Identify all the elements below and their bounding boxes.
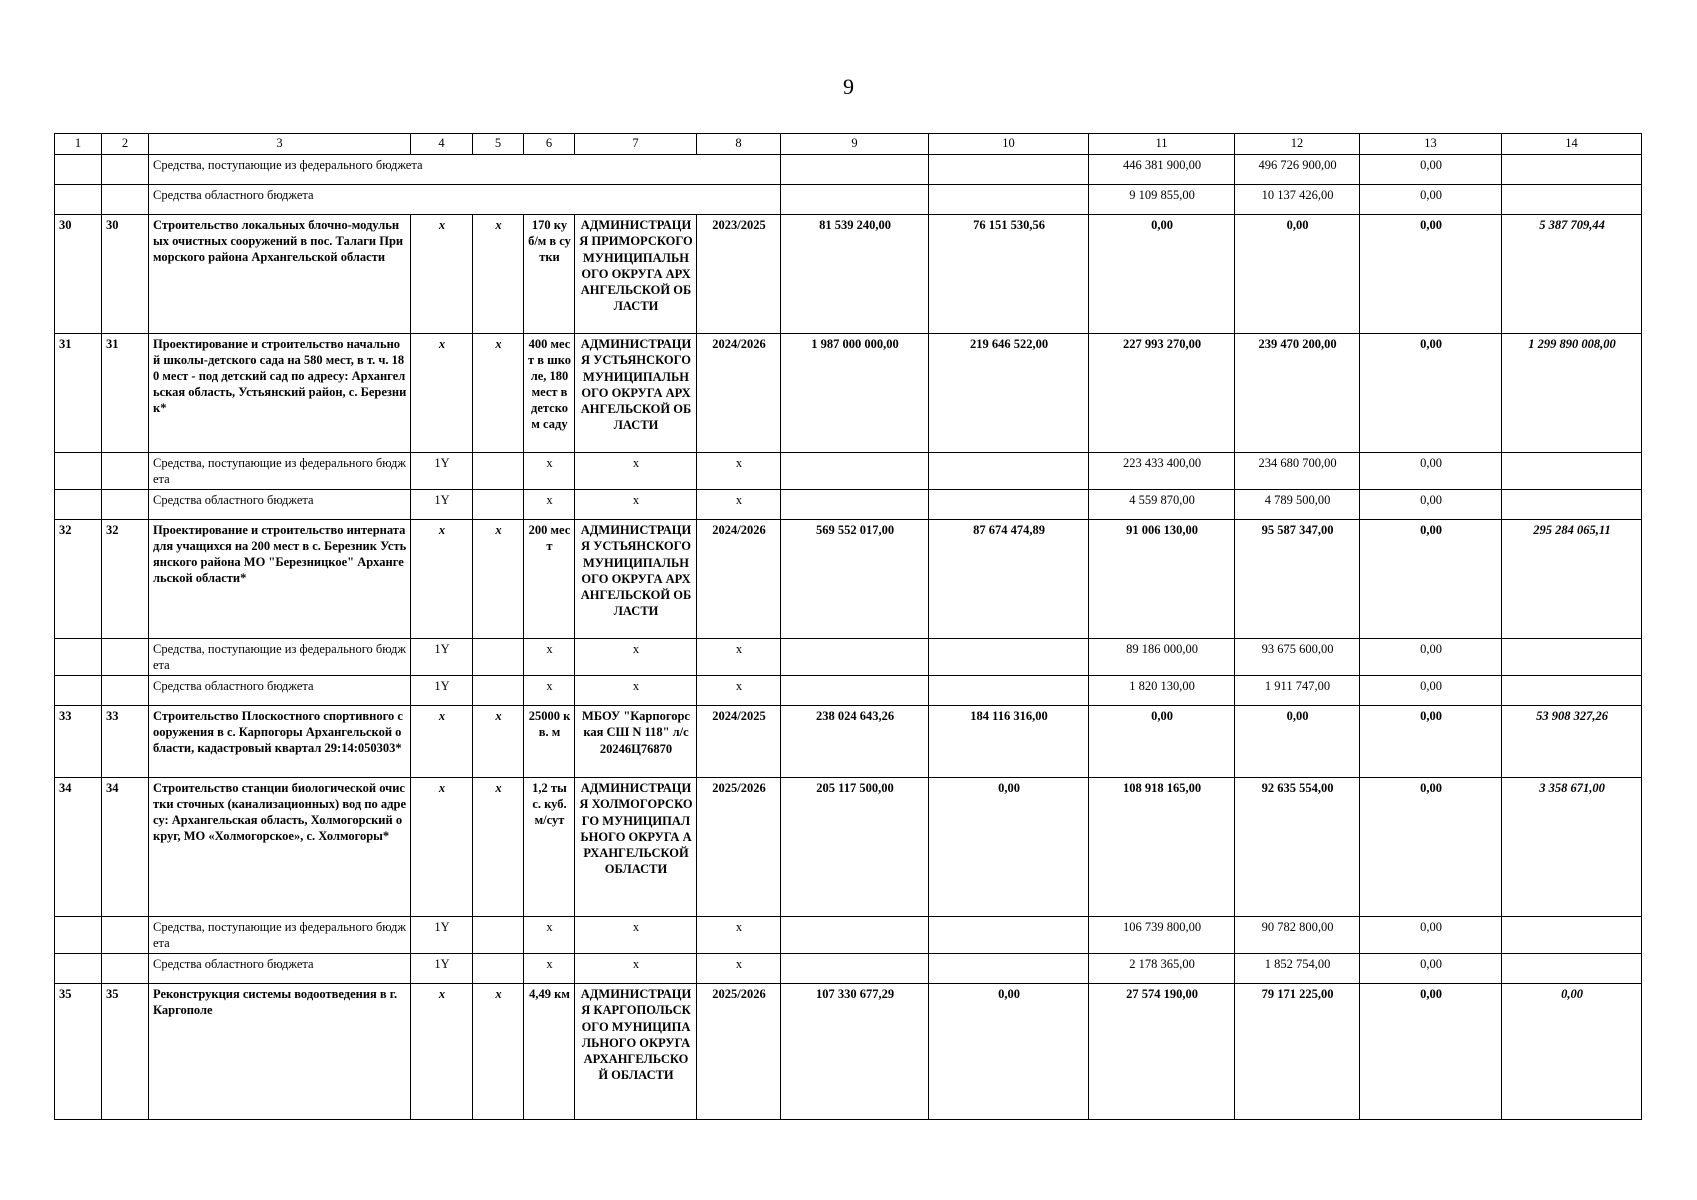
cell-x: x xyxy=(411,520,473,639)
project-number: 33 xyxy=(102,706,149,778)
responsible-organization: АДМИНИСТРАЦИЯ ХОЛМОГОРСКОГО МУНИЦИПАЛЬНОГО ОКРУГА АРХАНГЕЛЬСКОЙ ОБЛАСТИ xyxy=(575,778,697,917)
column-header: 10 xyxy=(929,134,1089,155)
cell-x: x xyxy=(524,490,575,520)
cell-x: x xyxy=(473,778,524,917)
amount-cell: 0,00 xyxy=(1235,215,1360,334)
amount-cell: 76 151 530,56 xyxy=(929,215,1089,334)
cell-x: x xyxy=(575,917,697,954)
funding-source-label: Средства, поступающие из федерального бюджета xyxy=(149,453,411,490)
cell-x: x xyxy=(697,954,781,984)
cell-x: x xyxy=(524,639,575,676)
amount-cell: 0,00 xyxy=(1360,185,1502,215)
amount-cell: 108 918 165,00 xyxy=(1089,778,1235,917)
cell-x: x xyxy=(697,676,781,706)
responsible-organization: АДМИНИСТРАЦИЯ КАРГОПОЛЬСКОГО МУНИЦИПАЛЬНОГО ОКРУГА АРХАНГЕЛЬСКОЙ ОБЛАСТИ xyxy=(575,984,697,1120)
amount-cell: 569 552 017,00 xyxy=(781,520,929,639)
cell-x: x xyxy=(473,706,524,778)
budget-code: 1Y xyxy=(411,954,473,984)
cell-x: x xyxy=(473,334,524,453)
amount-cell: 227 993 270,00 xyxy=(1089,334,1235,453)
amount-cell: 184 116 316,00 xyxy=(929,706,1089,778)
project-capacity: 4,49 км xyxy=(524,984,575,1120)
column-header: 5 xyxy=(473,134,524,155)
amount-cell: 92 635 554,00 xyxy=(1235,778,1360,917)
project-period: 2025/2026 xyxy=(697,778,781,917)
amount-cell: 2 178 365,00 xyxy=(1089,954,1235,984)
amount-cell: 0,00 xyxy=(1360,954,1502,984)
amount-cell: 0,00 xyxy=(1360,639,1502,676)
project-capacity: 200 мест xyxy=(524,520,575,639)
funding-source-row xyxy=(55,155,1642,185)
amount-cell: 5 387 709,44 xyxy=(1502,215,1642,334)
cell-x: x xyxy=(411,778,473,917)
amount-cell: 0,00 xyxy=(1502,984,1642,1120)
cell-x: x xyxy=(524,676,575,706)
budget-code: 1Y xyxy=(411,490,473,520)
funding-source-row xyxy=(55,676,1642,706)
amount-cell: 295 284 065,11 xyxy=(1502,520,1642,639)
project-number: 35 xyxy=(55,984,102,1120)
project-number: 34 xyxy=(55,778,102,917)
amount-cell: 0,00 xyxy=(1360,706,1502,778)
amount-cell: 9 109 855,00 xyxy=(1089,185,1235,215)
cell-x: x xyxy=(473,215,524,334)
responsible-organization: АДМИНИСТРАЦИЯ УСТЬЯНСКОГО МУНИЦИПАЛЬНОГО ОКРУГА АРХАНГЕЛЬСКОЙ ОБЛАСТИ xyxy=(575,520,697,639)
amount-cell: 0,00 xyxy=(1360,778,1502,917)
amount-cell: 205 117 500,00 xyxy=(781,778,929,917)
project-number: 35 xyxy=(102,984,149,1120)
amount-cell: 1 911 747,00 xyxy=(1235,676,1360,706)
cell-x: x xyxy=(411,334,473,453)
column-header: 4 xyxy=(411,134,473,155)
project-number: 30 xyxy=(102,215,149,334)
funding-source-row xyxy=(55,185,1642,215)
amount-cell: 95 587 347,00 xyxy=(1235,520,1360,639)
amount-cell: 0,00 xyxy=(1360,215,1502,334)
amount-cell: 0,00 xyxy=(1360,917,1502,954)
funding-source-label: Средства, поступающие из федерального бюджета xyxy=(149,917,411,954)
project-number: 31 xyxy=(102,334,149,453)
project-number: 30 xyxy=(55,215,102,334)
amount-cell: 0,00 xyxy=(1360,334,1502,453)
amount-cell: 1 852 754,00 xyxy=(1235,954,1360,984)
responsible-organization: МБОУ "Карпогорская СШ N 118" л/с 20246Ц76870 xyxy=(575,706,697,778)
project-row xyxy=(55,520,1642,639)
cell-x: x xyxy=(473,984,524,1120)
cell-x: x xyxy=(697,453,781,490)
funding-source-row xyxy=(55,954,1642,984)
column-header: 8 xyxy=(697,134,781,155)
project-row xyxy=(55,778,1642,917)
funding-source-label: Средства областного бюджета xyxy=(149,676,411,706)
cell-x: x xyxy=(524,453,575,490)
responsible-organization: АДМИНИСТРАЦИЯ УСТЬЯНСКОГО МУНИЦИПАЛЬНОГО ОКРУГА АРХАНГЕЛЬСКОЙ ОБЛАСТИ xyxy=(575,334,697,453)
project-number: 31 xyxy=(55,334,102,453)
amount-cell: 0,00 xyxy=(1360,490,1502,520)
amount-cell: 0,00 xyxy=(1360,984,1502,1120)
amount-cell: 93 675 600,00 xyxy=(1235,639,1360,676)
budget-code: 1Y xyxy=(411,639,473,676)
amount-cell: 446 381 900,00 xyxy=(1089,155,1235,185)
project-period: 2025/2026 xyxy=(697,984,781,1120)
project-capacity: 25000 кв. м xyxy=(524,706,575,778)
amount-cell: 1 820 130,00 xyxy=(1089,676,1235,706)
cell-x: x xyxy=(411,215,473,334)
column-number-row xyxy=(55,134,1642,155)
project-period: 2024/2026 xyxy=(697,520,781,639)
project-name: Строительство локальных блочно-модульных очистных сооружений в пос. Талаги Приморского района Архангельской области xyxy=(149,215,411,334)
cell-x: x xyxy=(575,453,697,490)
funding-source-label: Средства, поступающие из федерального бюджета xyxy=(149,155,781,185)
amount-cell: 234 680 700,00 xyxy=(1235,453,1360,490)
budget-code: 1Y xyxy=(411,676,473,706)
amount-cell: 0,00 xyxy=(1360,676,1502,706)
amount-cell: 81 539 240,00 xyxy=(781,215,929,334)
project-capacity: 1,2 тыс. куб. м/сут xyxy=(524,778,575,917)
amount-cell: 79 171 225,00 xyxy=(1235,984,1360,1120)
amount-cell: 90 782 800,00 xyxy=(1235,917,1360,954)
project-capacity: 400 мест в школе, 180 мест в детском саду xyxy=(524,334,575,453)
amount-cell: 496 726 900,00 xyxy=(1235,155,1360,185)
amount-cell: 0,00 xyxy=(1089,215,1235,334)
funding-source-label: Средства областного бюджета xyxy=(149,185,781,215)
amount-cell: 53 908 327,26 xyxy=(1502,706,1642,778)
project-row xyxy=(55,215,1642,334)
amount-cell: 223 433 400,00 xyxy=(1089,453,1235,490)
investment-projects-table xyxy=(54,133,1642,1120)
cell-x: x xyxy=(697,639,781,676)
amount-cell: 107 330 677,29 xyxy=(781,984,929,1120)
column-header: 7 xyxy=(575,134,697,155)
cell-x: x xyxy=(575,490,697,520)
amount-cell: 239 470 200,00 xyxy=(1235,334,1360,453)
funding-source-label: Средства, поступающие из федерального бюджета xyxy=(149,639,411,676)
column-header: 2 xyxy=(102,134,149,155)
column-header: 9 xyxy=(781,134,929,155)
project-row xyxy=(55,334,1642,453)
amount-cell: 0,00 xyxy=(1360,453,1502,490)
amount-cell: 0,00 xyxy=(1360,520,1502,639)
page-number: 9 xyxy=(843,74,854,99)
funding-source-row xyxy=(55,917,1642,954)
column-header: 11 xyxy=(1089,134,1235,155)
project-number: 34 xyxy=(102,778,149,917)
column-header: 6 xyxy=(524,134,575,155)
project-name: Строительство станции биологической очистки сточных (канализационных) вод по адресу: Архангельская область, Холмогорский округ, МО «Холмогорское», с. Холмогоры* xyxy=(149,778,411,917)
project-row xyxy=(55,706,1642,778)
amount-cell: 0,00 xyxy=(929,778,1089,917)
column-header: 3 xyxy=(149,134,411,155)
amount-cell: 10 137 426,00 xyxy=(1235,185,1360,215)
amount-cell: 0,00 xyxy=(1089,706,1235,778)
project-period: 2024/2025 xyxy=(697,706,781,778)
project-name: Проектирование и строительство интерната для учащихся на 200 мест в с. Березник Устьянского района МО "Березницкое" Архангельской области* xyxy=(149,520,411,639)
amount-cell: 4 789 500,00 xyxy=(1235,490,1360,520)
project-number: 33 xyxy=(55,706,102,778)
amount-cell: 87 674 474,89 xyxy=(929,520,1089,639)
column-header: 12 xyxy=(1235,134,1360,155)
amount-cell: 1 987 000 000,00 xyxy=(781,334,929,453)
funding-source-row xyxy=(55,453,1642,490)
cell-x: x xyxy=(575,954,697,984)
cell-x: x xyxy=(411,706,473,778)
project-name: Строительство Плоскостного спортивного сооружения в с. Карпогоры Архангельской области, кадастровый квартал 29:14:050303* xyxy=(149,706,411,778)
project-number: 32 xyxy=(55,520,102,639)
cell-x: x xyxy=(575,676,697,706)
cell-x: x xyxy=(524,917,575,954)
project-row xyxy=(55,984,1642,1120)
project-period: 2023/2025 xyxy=(697,215,781,334)
amount-cell: 27 574 190,00 xyxy=(1089,984,1235,1120)
column-header: 14 xyxy=(1502,134,1642,155)
column-header: 1 xyxy=(55,134,102,155)
cell-x: x xyxy=(697,490,781,520)
amount-cell: 0,00 xyxy=(1235,706,1360,778)
amount-cell: 91 006 130,00 xyxy=(1089,520,1235,639)
funding-source-row xyxy=(55,490,1642,520)
amount-cell: 106 739 800,00 xyxy=(1089,917,1235,954)
amount-cell: 0,00 xyxy=(1360,155,1502,185)
budget-code: 1Y xyxy=(411,917,473,954)
project-name: Проектирование и строительство начальной школы-детского сада на 580 мест, в т. ч. 180 мест - под детский сад по адресу: Архангельская область, Устьянский район, с. Березник* xyxy=(149,334,411,453)
amount-cell: 1 299 890 008,00 xyxy=(1502,334,1642,453)
cell-x: x xyxy=(524,954,575,984)
cell-x: x xyxy=(473,520,524,639)
amount-cell: 4 559 870,00 xyxy=(1089,490,1235,520)
budget-code: 1Y xyxy=(411,453,473,490)
project-number: 32 xyxy=(102,520,149,639)
project-capacity: 170 куб/м в сутки xyxy=(524,215,575,334)
amount-cell: 238 024 643,26 xyxy=(781,706,929,778)
amount-cell: 3 358 671,00 xyxy=(1502,778,1642,917)
cell-x: x xyxy=(697,917,781,954)
responsible-organization: АДМИНИСТРАЦИЯ ПРИМОРСКОГО МУНИЦИПАЛЬНОГО ОКРУГА АРХАНГЕЛЬСКОЙ ОБЛАСТИ xyxy=(575,215,697,334)
column-header: 13 xyxy=(1360,134,1502,155)
funding-source-row xyxy=(55,639,1642,676)
cell-x: x xyxy=(575,639,697,676)
amount-cell: 219 646 522,00 xyxy=(929,334,1089,453)
project-name: Реконструкция системы водоотведения в г. Каргополе xyxy=(149,984,411,1120)
funding-source-label: Средства областного бюджета xyxy=(149,954,411,984)
project-period: 2024/2026 xyxy=(697,334,781,453)
funding-source-label: Средства областного бюджета xyxy=(149,490,411,520)
amount-cell: 0,00 xyxy=(929,984,1089,1120)
cell-x: x xyxy=(411,984,473,1120)
amount-cell: 89 186 000,00 xyxy=(1089,639,1235,676)
